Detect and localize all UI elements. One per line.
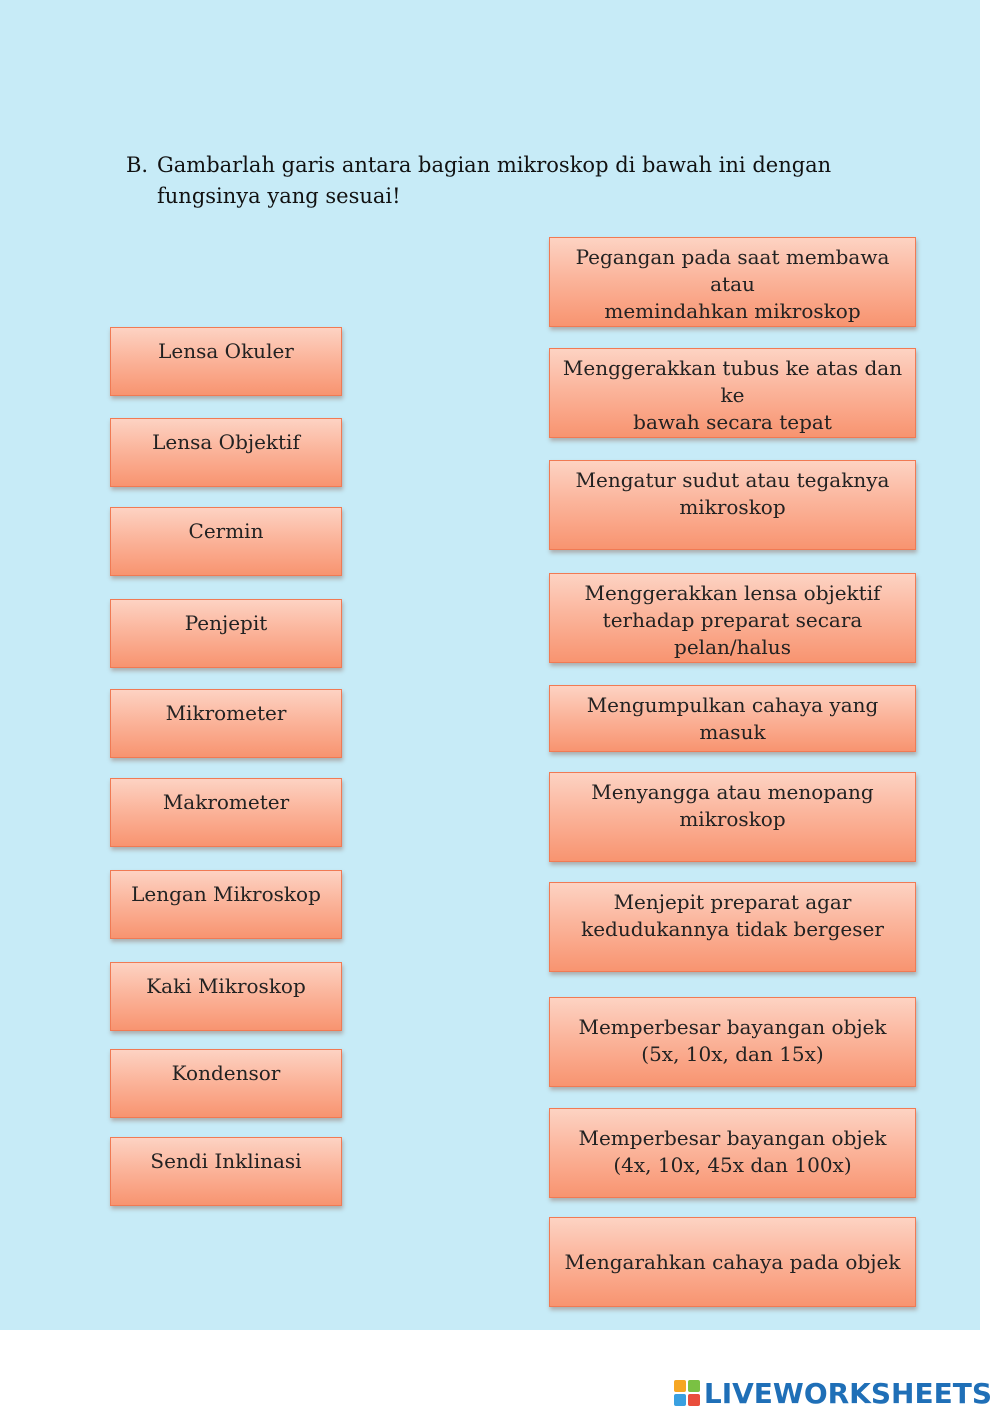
function-box-1[interactable] xyxy=(549,237,916,327)
part-label: Mikrometer xyxy=(165,701,287,725)
function-line-2: mikroskop xyxy=(679,495,786,519)
logo-square-icon xyxy=(688,1380,700,1392)
function-line-1: Menyangga atau menopang xyxy=(591,780,874,804)
function-box-9[interactable] xyxy=(549,1108,916,1198)
part-box-mikrometer[interactable] xyxy=(110,689,342,758)
function-line-2: kedudukannya tidak bergeser xyxy=(581,917,884,941)
part-label: Kaki Mikroskop xyxy=(146,974,306,998)
part-box-penjepit[interactable] xyxy=(110,599,342,668)
part-box-lensa-okuler[interactable] xyxy=(110,327,342,396)
part-label: Sendi Inklinasi xyxy=(150,1149,302,1173)
part-box-kaki-mikroskop[interactable] xyxy=(110,962,342,1031)
function-line-1: Menjepit preparat agar xyxy=(613,890,852,914)
logo-square-icon xyxy=(674,1394,686,1406)
function-line-2: memindahkan mikroskop xyxy=(604,299,861,323)
function-box-5[interactable] xyxy=(549,685,916,752)
logo-text: LIVEWORKSHEETS xyxy=(703,1376,992,1410)
function-line-1: Mengumpulkan cahaya yang masuk xyxy=(586,693,879,744)
part-label: Penjepit xyxy=(184,611,268,635)
function-line-1: Memperbesar bayangan objek xyxy=(578,1015,887,1039)
part-label: Makrometer xyxy=(162,790,290,814)
part-box-kondensor[interactable] xyxy=(110,1049,342,1118)
function-box-2[interactable] xyxy=(549,348,916,438)
function-line-1: Menggerakkan lensa objektif xyxy=(584,581,881,605)
part-label: Lengan Mikroskop xyxy=(131,882,321,906)
function-line-1: Menggerakkan tubus ke atas dan ke xyxy=(562,356,903,407)
function-line-2: bawah secara tepat xyxy=(633,410,832,434)
part-box-lengan-mikroskop[interactable] xyxy=(110,870,342,939)
function-line-2: (4x, 10x, 45x dan 100x) xyxy=(613,1153,852,1177)
function-line-2: (5x, 10x, dan 15x) xyxy=(641,1042,824,1066)
function-line-1: Memperbesar bayangan objek xyxy=(578,1126,887,1150)
function-line-1: Mengatur sudut atau tegaknya xyxy=(575,468,890,492)
instruction-text: Gambarlah garis antara bagian mikroskop di bawah ini dengan fungsinya yang sesuai! xyxy=(157,153,832,208)
function-line-1: Mengarahkan cahaya pada objek xyxy=(564,1249,901,1274)
function-line-2: terhadap preparat secara pelan/halus xyxy=(602,608,863,659)
function-box-3[interactable] xyxy=(549,460,916,550)
function-line-2: mikroskop xyxy=(679,807,786,831)
function-box-6[interactable] xyxy=(549,772,916,862)
part-label: Kondensor xyxy=(171,1061,281,1085)
part-label: Cermin xyxy=(188,519,264,543)
part-label: Lensa Okuler xyxy=(158,339,294,363)
part-box-cermin[interactable] xyxy=(110,507,342,576)
function-box-10[interactable] xyxy=(549,1217,916,1307)
function-box-4[interactable] xyxy=(549,573,916,663)
function-line-1: Pegangan pada saat membawa atau xyxy=(575,245,890,296)
logo-square-icon xyxy=(688,1394,700,1406)
instruction-number: B. xyxy=(126,153,149,177)
function-box-7[interactable] xyxy=(549,882,916,972)
logo-square-icon xyxy=(674,1380,686,1392)
function-box-8[interactable] xyxy=(549,997,916,1087)
part-box-lensa-objektif[interactable] xyxy=(110,418,342,487)
logo-mark-icon xyxy=(674,1380,700,1406)
part-label: Lensa Objektif xyxy=(152,430,300,454)
liveworksheets-logo xyxy=(674,1376,992,1410)
part-box-sendi-inklinasi[interactable] xyxy=(110,1137,342,1206)
part-box-makrometer[interactable] xyxy=(110,778,342,847)
